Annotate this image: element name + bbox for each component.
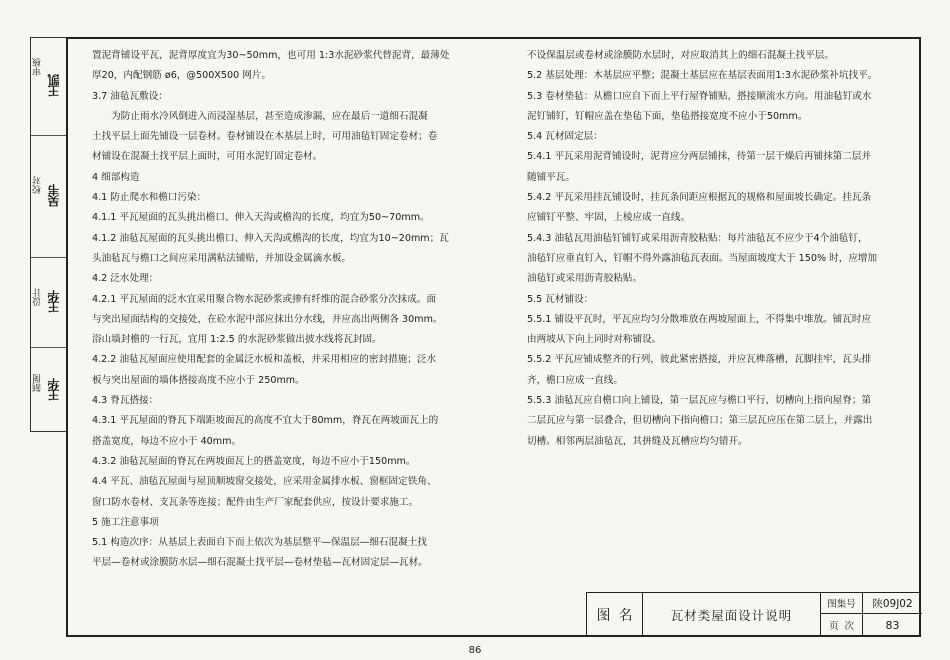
text-line: 材铺设在混凝土找平层上面时，可用水泥钉固定卷材。 xyxy=(92,151,323,163)
text-line: 应铺钉平整、牢固，上棱应成一直线。 xyxy=(527,212,691,224)
text-line: 5.5.3 油毡瓦应自檐口向上铺设，第一层瓦应与檐口平行，切槽向上指向屋脊；第 xyxy=(527,395,872,407)
text-line: 5.5.2 平瓦应铺成整齐的行列，彼此紧密搭接，并应瓦榫落槽，瓦脚挂牢，瓦头排 xyxy=(527,354,872,366)
section-heading: 5.4 瓦材固定层： xyxy=(527,131,603,143)
text-line: 由两坡从下向上同时对称铺设。 xyxy=(527,334,662,346)
text-line: 5.4.1 平瓦采用泥背铺设时，泥背应分两层铺抹，待第一层干燥后再铺抹第二层并 xyxy=(527,151,872,163)
drawing-title: 瓦材类屋面设计说明 xyxy=(643,593,821,636)
section-heading: 4 细部构造 xyxy=(92,171,140,183)
signature-label: 校对 xyxy=(33,176,43,194)
signature-label: 审核 xyxy=(33,58,43,76)
text-line: 5.4.3 油毡瓦用油毡钉铺钉或采用沥青胶粘贴：每片油毡瓦不应少于4个油毡钉， xyxy=(527,232,868,244)
section-heading: 4.2 泛水处理： xyxy=(92,273,159,285)
text-line: 齐，檐口应成一直线。 xyxy=(527,374,623,386)
drawing-name-label: 图名 xyxy=(587,593,643,636)
text-line: 4.1.2 油毡瓦屋面的瓦头挑出檐口、伸入天沟或檐沟的长度，均宜为10~20mm；瓦 xyxy=(92,232,449,244)
section-heading: 5 施工注意事项 xyxy=(92,516,159,528)
section-heading: 4.3 脊瓦搭接： xyxy=(92,395,159,407)
signature-label: 制图 xyxy=(33,374,43,392)
text-line: 4.1.1 平瓦屋面的瓦头挑出檐口、伸入天沟或檐沟的长度，均宜为50~70mm。 xyxy=(92,212,430,224)
text-line: 浴山墙封檐的一行瓦，宜用 1:2.5 的水泥砂浆做出披水线将瓦封固。 xyxy=(92,334,382,346)
text-line: 4.4 平瓦、油毡瓦屋面与屋顶顺坡窗交接处，应采用金属排水板、窗框固定铁角、 xyxy=(92,476,437,488)
text-line: 切槽。相邻两层油毡瓦，其拼缝及瓦槽应均匀错开。 xyxy=(527,435,748,447)
atlas-number-label: 图集号 xyxy=(821,593,863,614)
text-line: 5.3 卷材垫毡：从檐口应自下而上平行屋脊铺贴，搭接顺流水方向。用油毡钉或水 xyxy=(527,90,872,102)
text-line: 5.2 基层处理：木基层应平整；混凝土基层应在基层表面用1:3水泥砂浆补坑找平。 xyxy=(527,70,878,82)
page-number: 86 xyxy=(468,645,482,656)
signature-cell-drawing xyxy=(31,348,66,432)
page-label: 页次 xyxy=(821,614,863,636)
text-line: 搭盖宽度，每边不应小于 40mm。 xyxy=(92,435,242,447)
text-line: 油毡钉应垂直钉入，钉帽不得外露油毡瓦表面。当屋面坡度大于 150% 时，应增加 xyxy=(527,252,878,264)
text-line: 土找平层上面先铺设一层卷材。卷材铺设在木基层上时，可用油毡钉固定卷材；卷 xyxy=(92,131,438,143)
text-line: 不设保温层或卷材或涂膜防水层时，对应取消其上的细石混凝土找平层。 xyxy=(527,50,834,61)
text-line: 5.5.1 铺设平瓦时，平瓦应均匀分散堆放在两坡屋面上，不得集中堆放。铺瓦时应 xyxy=(527,313,872,325)
section-heading: 3.7 油毡瓦敷设： xyxy=(92,90,168,102)
signature-cell-check xyxy=(31,136,66,258)
signature-mark: 王华 xyxy=(47,291,61,314)
text-line: 置泥背铺设平瓦，泥背厚度宜为30~50mm，也可用 1:3水泥砂浆代替泥背，最薄处 xyxy=(92,50,450,61)
text-line: 4.2.2 油毡瓦屋面应使用配套的金属泛水板和盖板，并采用相应的密封措施；泛水 xyxy=(92,354,437,366)
text-line: 随铺平瓦。 xyxy=(527,171,575,183)
text-line: 泥钉铺钉，钉帽应盖在垫毡下面，垫毡搭接宽度不应小于50mm。 xyxy=(527,110,808,122)
text-line: 4.3.2 油毡瓦屋面的脊瓦在两坡面瓦上的搭盖宽度，每边不应小于150mm。 xyxy=(92,455,416,467)
signature-label: 设计 xyxy=(33,288,43,306)
text-line: 平层—卷材或涂膜防水层—细石混凝土找平层—卷材垫毡—瓦材固定层—瓦材。 xyxy=(92,557,428,569)
left-text-column xyxy=(92,46,516,574)
text-line: 5.1 构造次序：从基层上表面自下而上依次为基层整平—保温层—细石混凝土找 xyxy=(92,537,427,549)
signature-mark: 吴韦 xyxy=(47,185,61,208)
page-value: 83 xyxy=(885,618,900,632)
text-line: 板与突出屋面的墙体搭接高度不应小于 250mm。 xyxy=(92,374,305,386)
atlas-number-value: 陕09J02 xyxy=(863,593,922,614)
signature-mark: 王凯 xyxy=(47,75,61,98)
text-line: 二层瓦应与第一层叠合，但切槽向下指向檐口；第三层瓦应压在第二层上，并露出 xyxy=(527,415,873,427)
text-line: 油毡钉或采用沥青胶粘贴。 xyxy=(527,273,643,285)
section-heading: 4.1 防止爬水和檐口污染： xyxy=(92,192,207,204)
section-heading: 5.5 瓦材铺设： xyxy=(527,293,594,305)
text-line: 厚20，内配钢筋 ø6，@500X500 网片。 xyxy=(92,70,272,82)
title-block xyxy=(586,592,921,636)
text-line: 4.2.1 平瓦屋面的泛水宜采用聚合物水泥砂浆或掺有纤维的混合砂浆分次抹成。面 xyxy=(92,293,437,305)
signature-cell-design xyxy=(31,258,66,348)
text-line: 窗口防水卷材、支瓦条等连接；配件由生产厂家配套供应，按设计要求施工。 xyxy=(92,496,419,508)
signature-mark: 王华 xyxy=(47,379,61,401)
text-line: 4.3.1 平瓦屋面的脊瓦下端距坡面瓦的高度不宜大于80mm，脊瓦在两坡面瓦上的 xyxy=(92,415,439,427)
signature-cell-review xyxy=(31,38,66,136)
text-line: 头油毡瓦与檐口之间应采用满粘法铺贴，并加设金属滴水板。 xyxy=(92,252,352,264)
right-text-column xyxy=(527,46,915,452)
text-line: 与突出屋面结构的交接处，在砼水泥中部应抹出分水线，并应高出两侧各 30mm。 xyxy=(92,313,443,325)
signature-block xyxy=(30,37,66,432)
text-line: 为防止雨水冷风倒进入而浸湿基层，甚至造成渗漏，应在最后一道细石混凝 xyxy=(92,110,428,122)
text-line: 5.4.2 平瓦采用挂瓦铺设时，挂瓦条间距应根据瓦的规格和屋面坡长确定。挂瓦条 xyxy=(527,192,872,204)
